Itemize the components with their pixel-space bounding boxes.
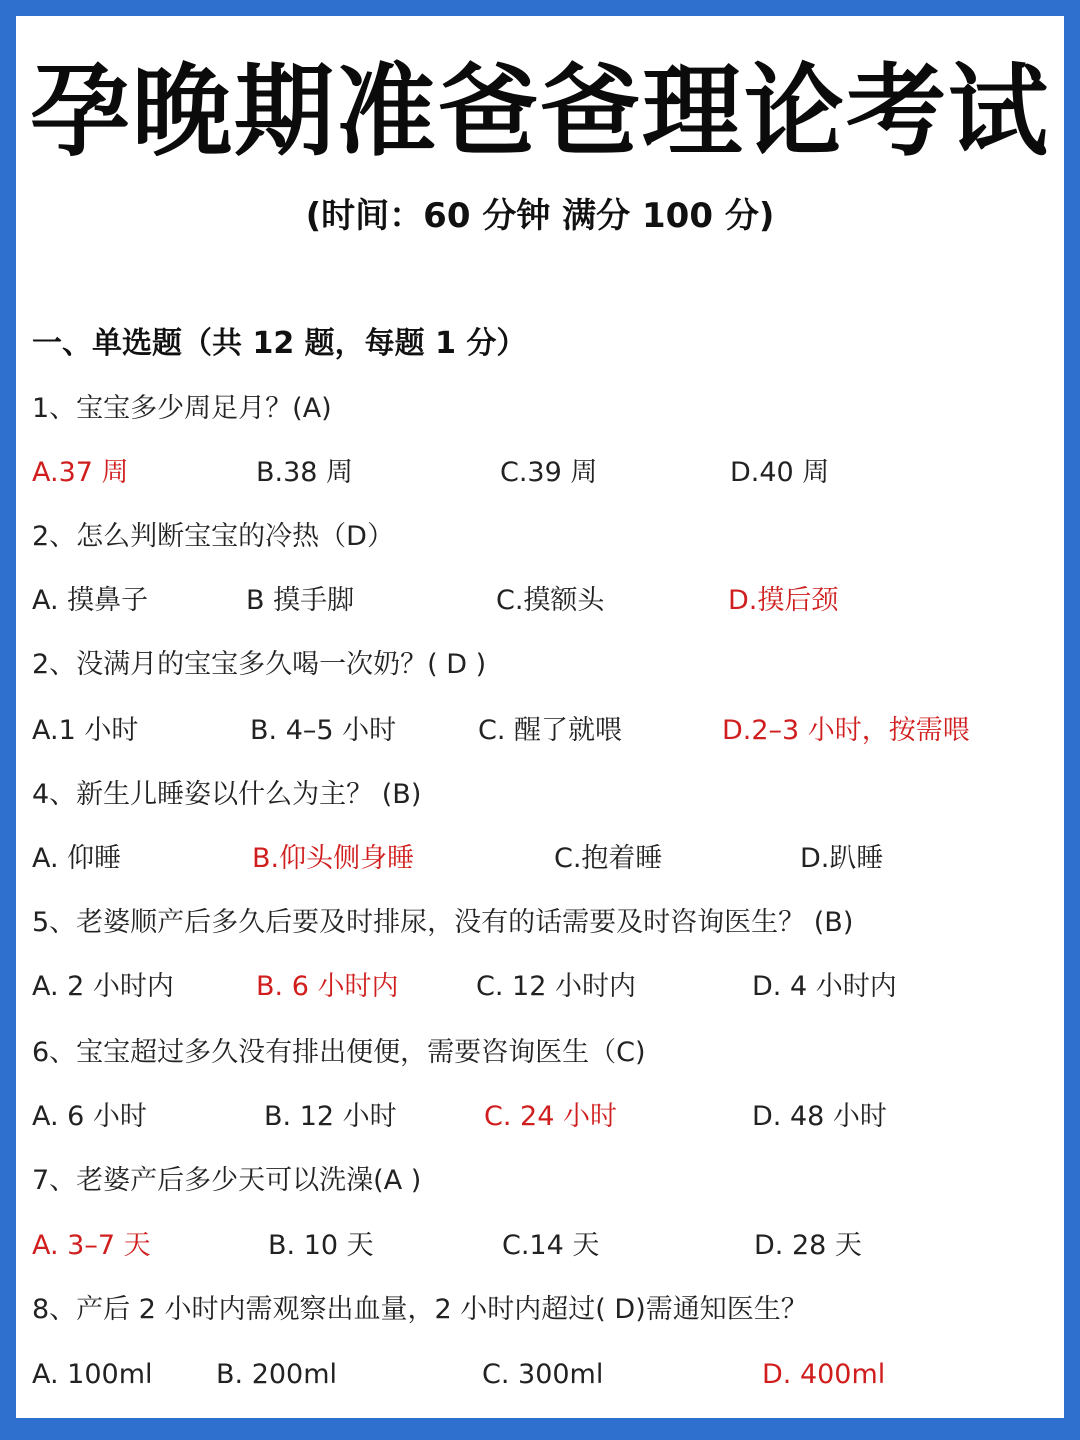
question-5: 5、老婆顺产后多久后要及时排尿，没有的话需要及时咨询医生？ (B) — [32, 907, 854, 938]
option-3d: D.2–3 小时，按需喂 — [722, 715, 970, 746]
option-3b: B. 4–5 小时 — [250, 715, 397, 746]
question-1: 1、宝宝多少周足月？(A) — [32, 393, 332, 424]
option-5d: D. 4 小时内 — [752, 971, 897, 1002]
option-7b: B. 10 天 — [268, 1230, 374, 1261]
question-6: 6、宝宝超过多久没有排出便便，需要咨询医生（C) — [32, 1037, 646, 1068]
option-6c: C. 24 小时 — [484, 1101, 617, 1132]
option-5b: B. 6 小时内 — [256, 971, 399, 1002]
option-8a: A. 100ml — [32, 1359, 153, 1390]
option-8c: C. 300ml — [482, 1359, 604, 1390]
option-4d: D.趴睡 — [800, 843, 884, 874]
option-1a: A.37 周 — [32, 457, 129, 488]
option-2a: A. 摸鼻子 — [32, 585, 149, 616]
option-6d: D. 48 小时 — [752, 1101, 887, 1132]
option-3a: A.1 小时 — [32, 715, 139, 746]
question-3: 2、没满月的宝宝多久喝一次奶？( D ) — [32, 649, 487, 680]
option-2b: B 摸手脚 — [246, 585, 355, 616]
option-1c: C.39 周 — [500, 457, 598, 488]
question-2: 2、怎么判断宝宝的冷热（D） — [32, 521, 394, 552]
option-1b: B.38 周 — [256, 457, 354, 488]
question-7: 7、老婆产后多少天可以洗澡(A ) — [32, 1165, 422, 1196]
option-7a: A. 3–7 天 — [32, 1230, 151, 1261]
option-2d: D.摸后颈 — [728, 585, 839, 616]
option-7d: D. 28 天 — [754, 1230, 862, 1261]
option-5a: A. 2 小时内 — [32, 971, 174, 1002]
option-8b: B. 200ml — [216, 1359, 338, 1390]
option-4a: A. 仰睡 — [32, 843, 122, 874]
option-4c: C.抱着睡 — [554, 843, 663, 874]
option-3c: C. 醒了就喂 — [478, 715, 623, 746]
section-heading: 一、单选题（共 12 题，每题 1 分） — [32, 326, 527, 361]
option-4b: B.仰头侧身睡 — [252, 843, 415, 874]
exam-info: (时间：60 分钟 满分 100 分) — [305, 196, 775, 236]
option-2c: C.摸额头 — [496, 585, 605, 616]
question-4: 4、新生儿睡姿以什么为主？ (B) — [32, 779, 422, 810]
page-title: 孕晚期准爸爸理论考试 — [30, 53, 1050, 170]
option-6b: B. 12 小时 — [264, 1101, 397, 1132]
option-1d: D.40 周 — [730, 457, 830, 488]
option-7c: C.14 天 — [502, 1230, 600, 1261]
option-8d: D. 400ml — [762, 1359, 886, 1390]
option-5c: C. 12 小时内 — [476, 971, 636, 1002]
option-6a: A. 6 小时 — [32, 1101, 147, 1132]
question-8: 8、产后 2 小时内需观察出血量，2 小时内超过( D)需通知医生？ — [32, 1294, 808, 1325]
